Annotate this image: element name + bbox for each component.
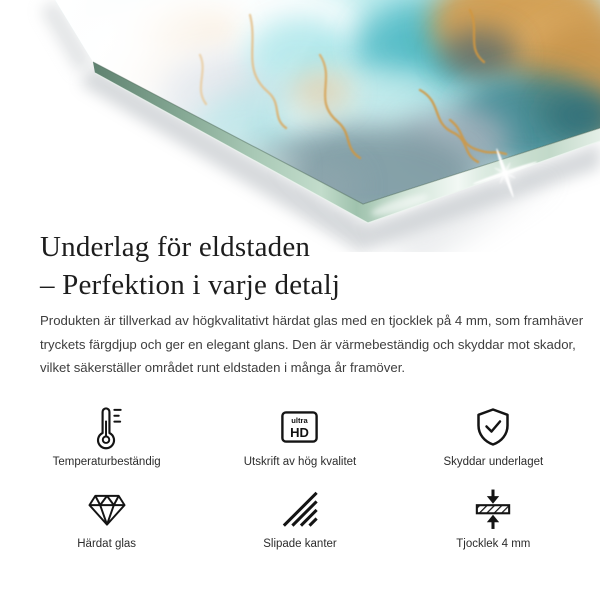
feature-label: Tjocklek 4 mm [456, 538, 531, 550]
shield-check-icon [474, 400, 512, 454]
feature-label: Utskrift av hög kvalitet [243, 456, 357, 468]
page-title-line2: – Perfektion i varje detalj [40, 269, 341, 301]
feature-polished-edges [203, 482, 396, 551]
feature-print-quality [203, 400, 396, 469]
ultra-hd-badge-bottom: HD [290, 425, 310, 440]
feature-temperature [10, 400, 203, 469]
thermometer-icon [92, 400, 122, 454]
feature-label: Slipade kanter [263, 538, 337, 550]
feature-protection [397, 400, 590, 469]
diamond-icon [86, 482, 128, 536]
beveled-edge-icon [281, 482, 319, 536]
feature-label: Skyddar underlaget [443, 456, 544, 468]
intro-line: Produkten är tillverkad av högkvalitativt härdat glas med en tjocklek på 4 mm, som framhäver [40, 313, 584, 328]
feature-label: Temperaturbeständig [52, 456, 161, 468]
thickness-icon [474, 482, 512, 536]
intro-paragraph [40, 309, 584, 380]
glass-panel-image [0, 0, 600, 252]
ultra-hd-badge-top: ultra [291, 416, 309, 425]
page-title-line1: Underlag för eldstaden [40, 231, 311, 263]
intro-line: vilket säkerställer området runt eldstaden i många år framöver. [40, 360, 406, 375]
page-title [40, 228, 340, 304]
ultra-hd-icon [281, 400, 318, 454]
intro-line: tryckets färgdjup och ger en elegant glans. Den är värmebeständig och skyddar mot skador, [40, 336, 576, 352]
feature-label: Härdat glas [77, 538, 137, 550]
feature-tempered-glass [10, 482, 203, 551]
feature-thickness [397, 482, 590, 551]
features-grid [10, 400, 590, 551]
product-photo [0, 0, 600, 252]
